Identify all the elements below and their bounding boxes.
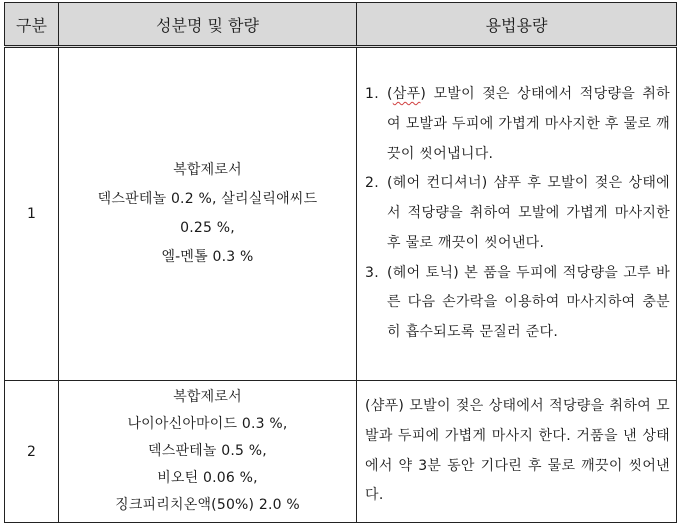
usage-item xyxy=(365,80,670,169)
usage-item xyxy=(365,259,670,348)
header-ingredients: 성분명 및 함량 xyxy=(59,3,357,47)
table-row xyxy=(5,381,677,523)
ingredient-line: 나이아신아마이드 0.3 %, xyxy=(127,416,288,432)
usage-item-number: 2. xyxy=(365,175,379,192)
usage-item-number: 1. xyxy=(365,85,379,102)
usage-item-text: (헤어 토닉) 본 품을 두피에 적당량을 고루 바른 다음 손가락을 이용하여 마사지하여 충분히 흡수되도록 문질러 준다. xyxy=(387,264,670,341)
row-number: 2 xyxy=(5,381,59,523)
ingredient-line: 비오틴 0.06 %, xyxy=(157,470,258,486)
usage-cell xyxy=(357,47,677,381)
ingredient-line: 복합제로서 xyxy=(173,389,242,405)
ingredient-line: 징크피리치온액(50%) 2.0 % xyxy=(115,497,300,513)
ingredient-line: 덱스판테놀 0.2 %, 살리실릭애씨드 xyxy=(97,191,318,207)
usage-item-text xyxy=(387,80,670,169)
ingredient-usage-table xyxy=(4,2,677,523)
ingredient-line: 덱스판테놀 0.5 %, xyxy=(148,443,267,459)
ingredient-line: 0.25 %, xyxy=(180,220,235,236)
usage-text-part: ) 모발이 젖은 상태에서 적당량을 취하여 모발과 두피에 가볍게 마사지한 후 물로 깨끗이 씻어냅니다. xyxy=(387,85,670,162)
spellcheck-flagged-word: 삼푸 xyxy=(392,85,421,102)
ingredient-line: 복합제로서 xyxy=(173,162,242,178)
usage-paragraph: (샴푸) 모발이 젖은 상태에서 적당량을 취하여 모발과 두피에 가볍게 마사지 한다. 거품을 낸 상태에서 약 3분 동안 기다린 후 물로 깨끗이 씻어낸다. xyxy=(365,397,670,504)
table-row xyxy=(5,47,677,381)
usage-item-number: 3. xyxy=(365,264,379,281)
header-usage: 용법용량 xyxy=(357,3,677,47)
row-number: 1 xyxy=(5,47,59,381)
header-category: 구분 xyxy=(5,3,59,47)
table-header-row xyxy=(5,3,677,47)
usage-item-text: (헤어 컨디셔너) 샴푸 후 모발이 젖은 상태에서 적당량을 취하여 모발에 가볍게 마사지한 후 물로 깨끗이 씻어낸다. xyxy=(387,175,670,251)
ingredients-cell xyxy=(59,47,357,381)
usage-cell xyxy=(357,381,677,523)
usage-item xyxy=(365,169,670,258)
ingredient-line: 엘-멘톨 0.3 % xyxy=(161,249,254,265)
usage-text-part: ( xyxy=(387,85,393,102)
ingredients-cell xyxy=(59,381,357,523)
